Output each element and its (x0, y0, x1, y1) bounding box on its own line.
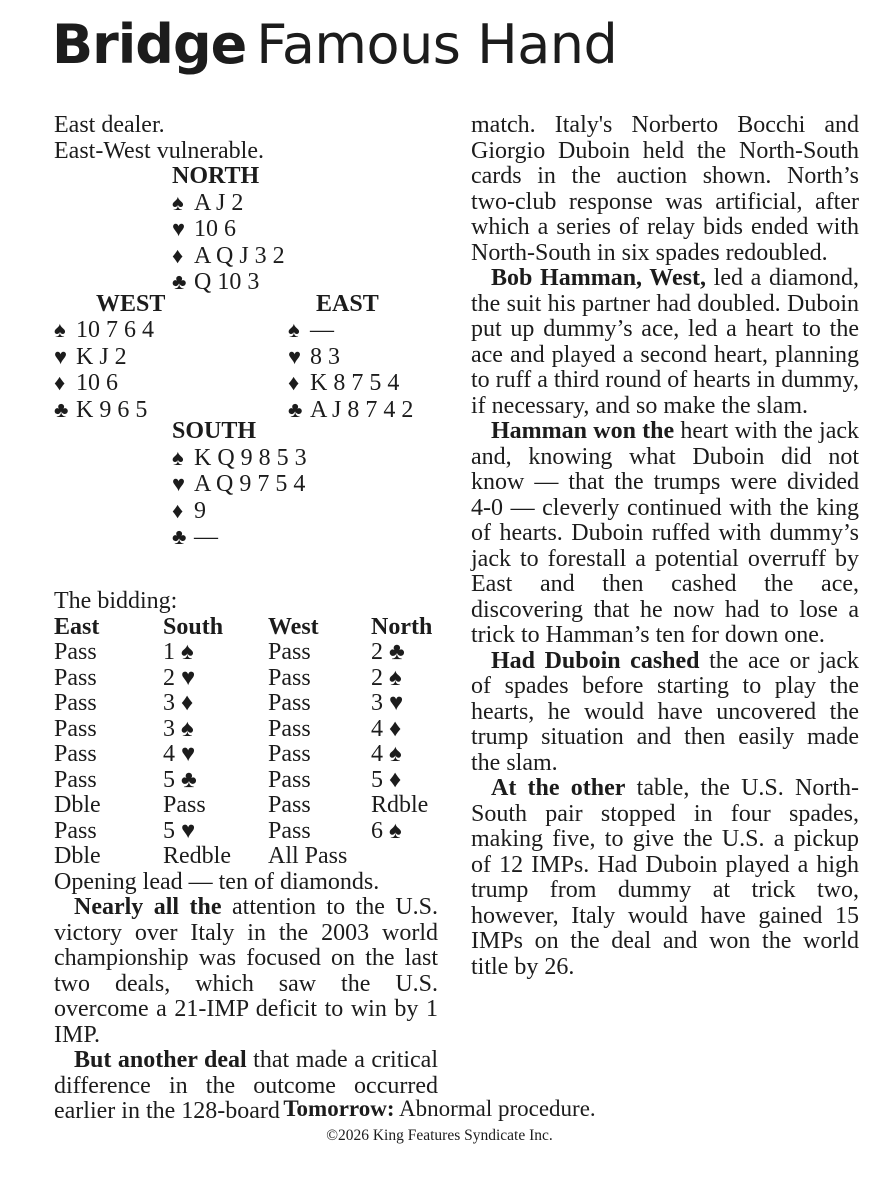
paragraph-lead: Nearly all the (74, 894, 222, 920)
hand-label: EAST (316, 290, 379, 317)
paragraph-text: led a diamond, the suit his partner had doubled. Duboin put up dummy’s ace, led a heart to the ace and played a second heart, planning to ruff a third round of hearts in dummy, if necessary, and so make the slam. (471, 265, 859, 419)
heart-icon: ♥ (172, 471, 186, 496)
dealer-line: East dealer. (54, 112, 165, 138)
bid-cell: Dble (54, 843, 101, 869)
west-hearts: K J 2 (76, 343, 127, 370)
bid-cell: 2 ♥ (163, 664, 196, 691)
bid-cell: Dble (54, 792, 101, 818)
bid-cell: Pass (54, 715, 97, 742)
bid-cell: Pass (54, 664, 97, 691)
west-spades: 10 7 6 4 (76, 317, 154, 343)
right-column (471, 113, 859, 980)
paragraph-lead: Had Duboin cashed (491, 647, 700, 674)
diamond-icon: ♦ (54, 370, 66, 395)
club-icon: ♣ (172, 269, 187, 294)
spade-icon: ♠ (172, 189, 184, 215)
bid-cell: Pass (268, 766, 311, 793)
bid-cell: Pass (268, 690, 311, 716)
west-hand (54, 292, 165, 424)
east-hand (288, 292, 413, 424)
paragraph-lead: Bob Hamman, West, (491, 265, 706, 291)
bid-cell: Pass (163, 792, 206, 818)
bid-cell: 5 ♣ (163, 766, 197, 793)
bid-cell: Redble (163, 843, 231, 869)
east-hearts: 8 3 (310, 343, 340, 370)
north-diamonds: A Q J 3 2 (194, 242, 285, 269)
paragraph: match. Italy's Norberto Bocchi and Giorgio Duboin held the North-South cards in the auction shown. North’s two-club response was artificial, after which a series of relay bids ended with North-South in six spades redoubled. (471, 112, 859, 266)
bid-cell: Pass (268, 741, 311, 767)
south-clubs: — (194, 524, 218, 550)
bid-cell: 3 ♠ (163, 715, 194, 742)
bid-cell: Pass (268, 715, 311, 742)
club-icon: ♣ (288, 396, 303, 422)
north-spades: A J 2 (194, 189, 244, 216)
bid-cell: 5 ♦ (371, 766, 402, 793)
paragraph-text: the ace or jack of spades before starting to play the hearts, he would have uncovered the trump situation and then easily made the slam. (471, 647, 859, 776)
bid-cell: Pass (268, 817, 311, 844)
club-icon: ♣ (172, 524, 187, 549)
south-hearts: A Q 9 7 5 4 (194, 471, 306, 497)
east-diamonds: K 8 7 5 4 (310, 370, 400, 396)
bid-cell: 3 ♥ (371, 690, 404, 716)
south-diamonds: 9 (194, 497, 206, 524)
copyright: ©2026 King Features Syndicate Inc. (326, 1127, 553, 1144)
south-hand (172, 419, 307, 551)
paragraph-text: that made a critical difference in the outcome occurred earlier in the 128-board (54, 1047, 438, 1124)
east-clubs: A J 8 7 4 2 (310, 396, 414, 423)
hand-label: SOUTH (172, 418, 257, 444)
hand-label: WEST (96, 290, 166, 317)
diamond-icon: ♦ (288, 370, 300, 395)
bid-cell: Pass (54, 639, 97, 665)
left-column (54, 113, 438, 1125)
bid-cell: Rdble (371, 792, 429, 818)
paragraph-text: table, the U.S. North-South pair stopped in four spades, making five, to give the U.S. a pickup of 12 IMPs. Had Duboin played a high trump from dummy at trick two, however, Italy would have gained 15 IMPs on the deal and won the world title by 26. (471, 775, 859, 980)
bidding-header: North (371, 613, 433, 640)
south-spades: K Q 9 8 5 3 (194, 444, 307, 471)
bid-cell: 3 ♦ (163, 690, 194, 716)
bid-cell: All Pass (268, 843, 348, 869)
bid-cell: Pass (54, 690, 97, 716)
spade-icon: ♠ (288, 317, 300, 342)
bid-cell: Pass (54, 741, 97, 767)
spade-icon: ♠ (172, 444, 184, 470)
spade-icon: ♠ (54, 317, 66, 342)
paragraph-lead: Hamman won the (491, 418, 675, 444)
title-bridge: Bridge (52, 13, 247, 76)
hand-diagram (54, 164, 438, 589)
diamond-icon: ♦ (172, 497, 184, 523)
bid-cell: 6 ♠ (371, 817, 402, 844)
bid-cell: 2 ♣ (371, 639, 405, 665)
bid-cell: 4 ♠ (371, 741, 402, 767)
tomorrow-label: Tomorrow: (283, 1096, 395, 1121)
hand-label: NORTH (172, 163, 260, 189)
west-clubs: K 9 6 5 (76, 396, 148, 423)
paragraph-lead: At the other (491, 775, 626, 801)
heart-icon: ♥ (54, 343, 68, 369)
bid-cell: Pass (268, 639, 311, 665)
vulnerability-line: East-West vulnerable. (54, 137, 264, 164)
bid-cell: 2 ♠ (371, 664, 402, 691)
club-icon: ♣ (54, 396, 69, 422)
bid-cell: Pass (54, 817, 97, 844)
paragraph-lead: But another deal (74, 1047, 247, 1073)
paragraph-text: attention to the U.S. victory over Italy in the 2003 world championship was focused on the last two deals, which saw the U.S. overcome a 21-IMP deficit to win by 1 IMP. (54, 894, 438, 1048)
west-diamonds: 10 6 (76, 370, 118, 396)
heart-icon: ♥ (172, 216, 186, 241)
tomorrow-text: Abnormal procedure. (394, 1096, 596, 1121)
north-hearts: 10 6 (194, 216, 236, 242)
paragraph (471, 266, 859, 419)
bidding-header: East (54, 613, 100, 640)
north-clubs: Q 10 3 (194, 269, 260, 295)
paragraph-text: heart with the jack and, knowing what Duboin did not know — that the trumps were divided 4-0 — cleverly continued with the king of hearts. Duboin ruffed with dummy’s jack to forestall a potential overruff by East and then cashed the ace, discovering that he now had to lose a trick to Hamman’s ten for down one. (471, 418, 859, 648)
bid-cell: 1 ♠ (163, 639, 194, 665)
title-famous-hand: Famous Hand (256, 13, 618, 76)
bid-cell: 5 ♥ (163, 817, 196, 844)
bidding-label: The bidding: (54, 588, 178, 614)
paragraph (471, 649, 859, 777)
paragraph (471, 776, 859, 980)
paragraph (54, 895, 438, 1048)
bidding-table (54, 615, 438, 870)
north-hand (172, 164, 285, 296)
bid-cell: 4 ♥ (163, 741, 196, 767)
bid-cell: Pass (54, 766, 97, 793)
column-title (52, 12, 832, 78)
tomorrow-teaser (0, 1094, 879, 1124)
bid-cell (371, 844, 441, 870)
diamond-icon: ♦ (172, 242, 184, 268)
bid-cell: Pass (268, 792, 311, 818)
bid-cell: 4 ♦ (371, 715, 402, 742)
east-spades: — (310, 317, 334, 343)
heart-icon: ♥ (288, 343, 302, 369)
paragraph (471, 419, 859, 649)
opening-lead: Opening lead — ten of diamonds. (54, 868, 380, 895)
bid-cell: Pass (268, 664, 311, 691)
bidding-header: West (268, 613, 319, 640)
bidding-header: South (163, 613, 224, 640)
